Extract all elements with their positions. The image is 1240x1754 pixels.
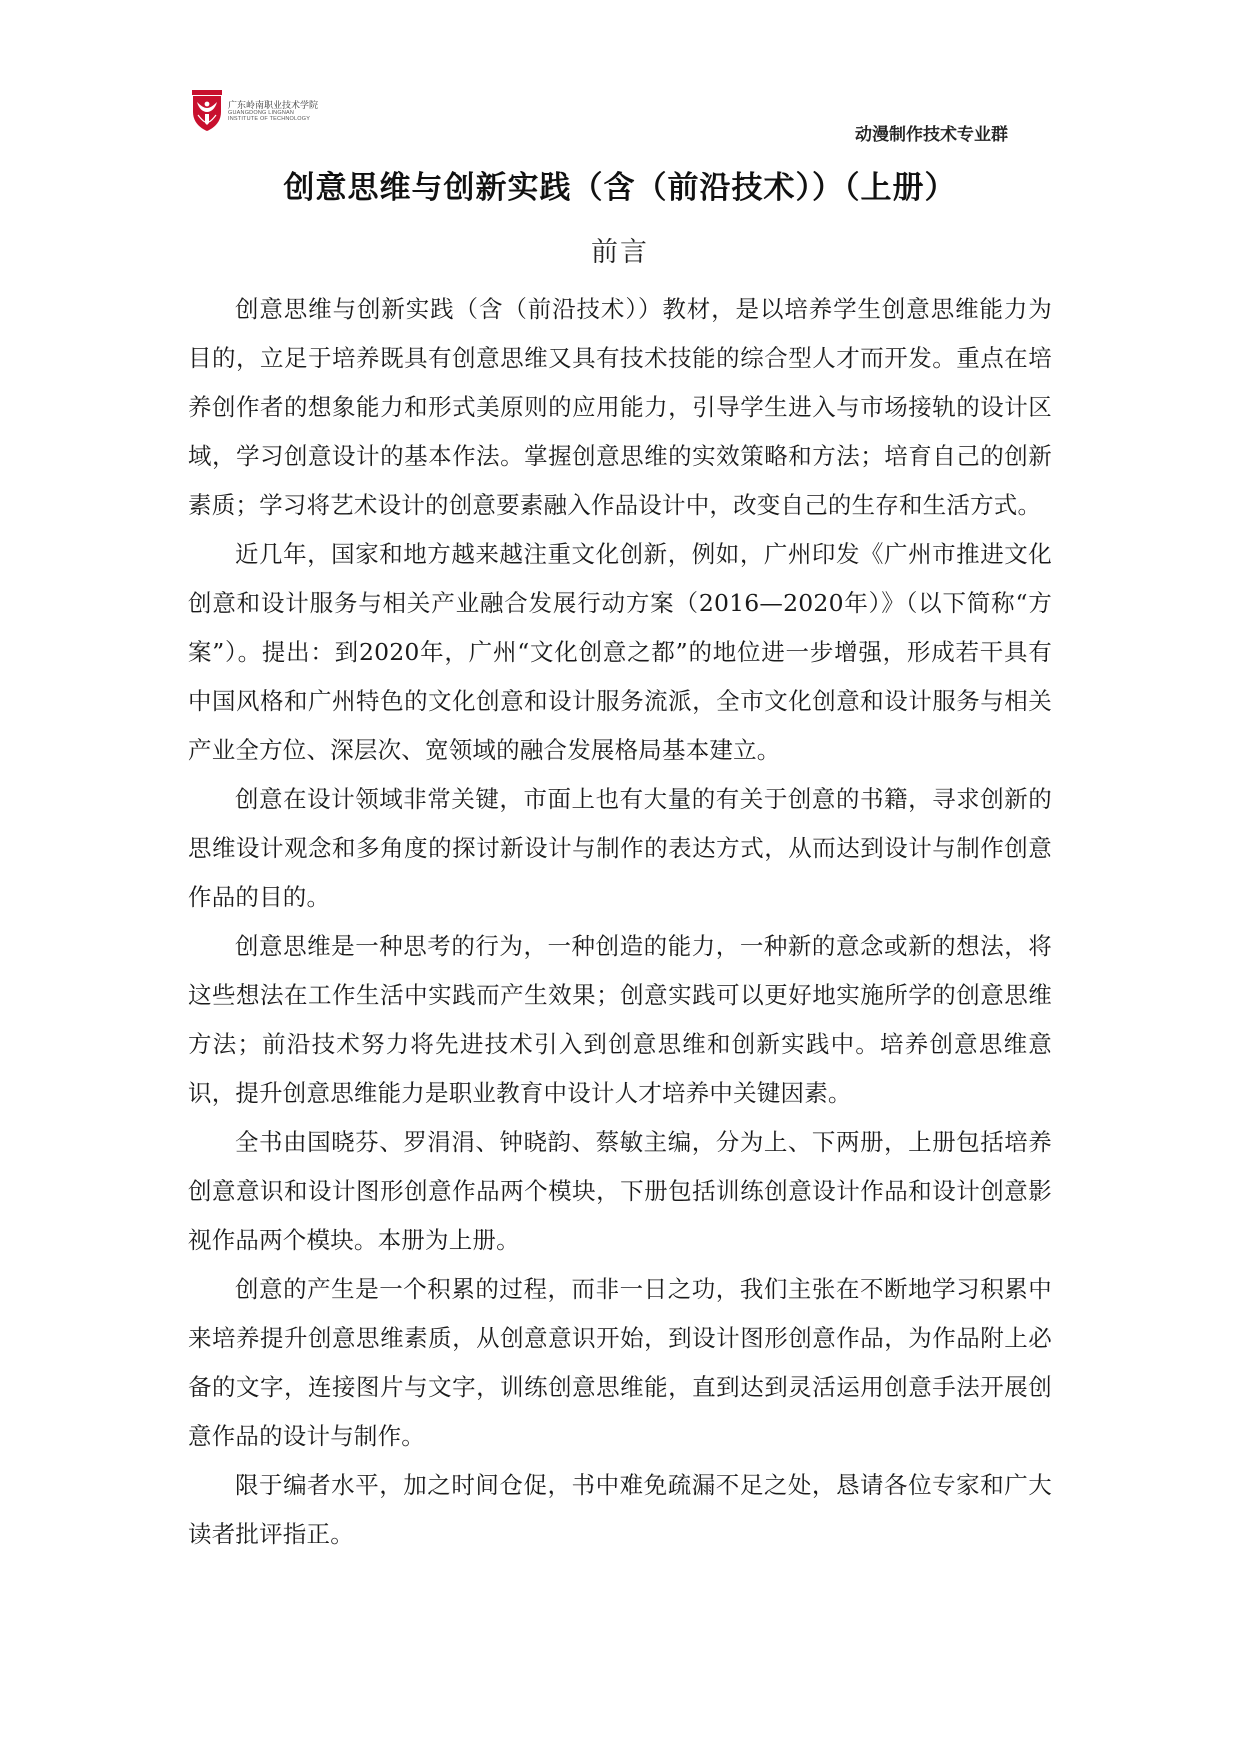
paragraph: 限于编者水平，加之时间仓促，书中难免疏漏不足之处，恳请各位专家和广大读者批评指正。 — [188, 1471, 1052, 1548]
paragraph: 创意的产生是一个积累的过程，而非一日之功，我们主张在不断地学习积累中来培养提升创意思维素质，从创意意识开始，到设计图形创意作品，为作品附上必备的文字，连接图片与文字，训练创意思维能，直到达到灵活运用创意手法开展创意作品的设计与制作。 — [188, 1275, 1052, 1450]
paragraph: 创意思维是一种思考的行为，一种创造的能力，一种新的意念或新的想法，将这些想法在工作生活中实践而产生效果；创意实践可以更好地实施所学的创意思维方法；前沿技术努力将先进技术引入到创意思维和创新实践中。培养创意思维意识，提升创意思维能力是职业教育中设计人才培养中关键因素。 — [188, 932, 1052, 1107]
paragraph: 全书由国晓芬、罗涓涓、钟晓韵、蔡敏主编，分为上、下两册，上册包括培养创意意识和设计图形创意作品两个模块，下册包括训练创意设计作品和设计创意影视作品两个模块。本册为上册。 — [188, 1128, 1052, 1254]
program-group-label: 动漫制作技术专业群 — [855, 125, 1008, 145]
school-name-cn: 广东岭南职业技术学院 — [228, 101, 319, 111]
school-logo — [192, 90, 352, 140]
school-shield-emblem-icon — [192, 90, 222, 132]
school-name — [228, 102, 318, 123]
preface-heading: 前言 — [591, 237, 649, 268]
paragraph: 近几年，国家和地方越来越注重文化创新，例如，广州印发《广州市推进文化创意和设计服务与相关产业融合发展行动方案（2016—2020年）》（以下简称“方案”）。提出：到2020年，广州“文化创意之都”的地位进一步增强，形成若干具有中国风格和广州特色的文化创意和设计服务流派，全市文化创意和设计服务与相关产业全方位、深层次、宽领域的融合发展格局基本建立。 — [188, 540, 1052, 764]
school-name-en-line1: GUANGDONG LINGNAN — [228, 110, 295, 117]
document-title: 创意思维与创新实践（含（前沿技术））（上册） — [283, 170, 957, 206]
paragraph: 创意思维与创新实践（含（前沿技术））教材，是以培养学生创意思维能力为目的，立足于培养既具有创意思维又具有技术技能的综合型人才而开发。重点在培养创作者的想象能力和形式美原则的应用能力，引导学生进入与市场接轨的设计区域，学习创意设计的基本作法。掌握创意思维的实效策略和方法；培育自己的创新素质；学习将艺术设计的创意要素融入作品设计中，改变自己的生存和生活方式。 — [188, 295, 1052, 519]
preface-body — [188, 285, 1052, 1559]
paragraph: 创意在设计领域非常关键，市面上也有大量的有关于创意的书籍，寻求创新的思维设计观念和多角度的探讨新设计与制作的表达方式，从而达到设计与制作创意作品的目的。 — [188, 785, 1052, 911]
school-name-en-line2: INSTITUTE OF TECHNOLOGY — [228, 116, 311, 123]
